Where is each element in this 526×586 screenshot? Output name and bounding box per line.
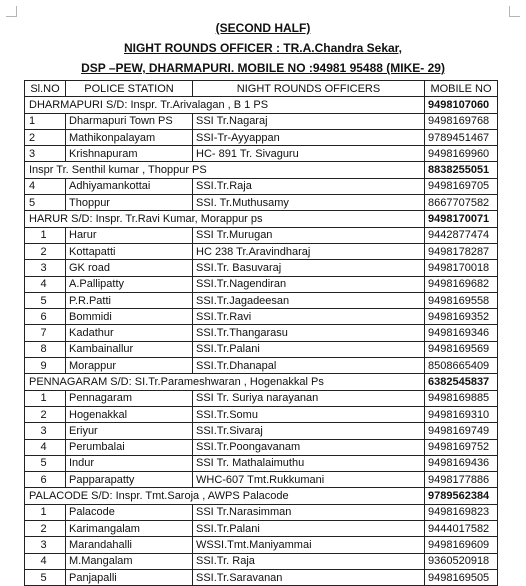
table-row <box>25 537 498 553</box>
police-station: Morappur <box>66 358 193 374</box>
table-row <box>25 472 498 488</box>
mobile-number: 9498169569 <box>425 341 498 357</box>
subdivision-title: PALACODE S/D: Inspr. Tmt.Saroja , AWPS Palacode <box>25 488 425 504</box>
serial-number: 4 <box>25 439 66 455</box>
serial-number: 1 <box>25 504 66 520</box>
header-officer-line: NIGHT ROUNDS OFFICER : TR.A.Chandra Sekar, <box>123 41 403 55</box>
serial-number: 1 <box>25 113 66 129</box>
officer-name: SSI.Tr.Thangarasu <box>193 325 425 341</box>
mobile-number: 9444017582 <box>425 521 498 537</box>
police-station: Karimangalam <box>66 521 193 537</box>
police-station: Perumbalai <box>66 439 193 455</box>
mobile-number: 9498169346 <box>425 325 498 341</box>
serial-number: 1 <box>25 227 66 243</box>
serial-number: 9 <box>25 358 66 374</box>
subdivision-title: DHARMAPURI S/D: Inspr. Tr.Arivalagan , B 1 PS <box>25 97 425 113</box>
table-row <box>25 146 498 162</box>
police-station: Kambainallur <box>66 341 193 357</box>
mobile-number: 9498169705 <box>425 178 498 194</box>
officer-name: SSI Tr. Mathalaimuthu <box>193 455 425 471</box>
officer-name: SSI-Tr-Ayyappan <box>193 129 425 145</box>
police-station: Mathikonpalayam <box>66 129 193 145</box>
mobile-number: 9789451467 <box>425 129 498 145</box>
table-row <box>25 358 498 374</box>
officer-name: SSI.Tr.Dhanapal <box>193 358 425 374</box>
mobile-number: 8667707582 <box>425 195 498 211</box>
serial-number: 3 <box>25 146 66 162</box>
mobile-number: 9498169505 <box>425 569 498 585</box>
mobile-number: 9498169558 <box>425 292 498 308</box>
header-half-label: (SECOND HALF) <box>215 21 311 35</box>
police-station: Thoppur <box>66 195 193 211</box>
mobile-number: 9498169682 <box>425 276 498 292</box>
mobile-number: 9498169752 <box>425 439 498 455</box>
subdivision-mobile: 9498170071 <box>425 211 498 227</box>
officer-name: SSI.Tr.Poongavanam <box>193 439 425 455</box>
serial-number: 3 <box>25 423 66 439</box>
subdivision-row <box>25 211 498 227</box>
mobile-number: 9498178287 <box>425 243 498 259</box>
column-header-police-station: POLICE STATION <box>66 81 193 97</box>
mobile-number: 9498169310 <box>425 406 498 422</box>
police-station: Indur <box>66 455 193 471</box>
table-body <box>25 97 498 586</box>
table-row <box>25 325 498 341</box>
table-row <box>25 553 498 569</box>
serial-number: 2 <box>25 521 66 537</box>
serial-number: 8 <box>25 341 66 357</box>
police-station: Papparapatty <box>66 472 193 488</box>
subdivision-title: Inspr Tr. Senthil kumar , Thoppur PS <box>25 162 425 178</box>
table-row <box>25 390 498 406</box>
officer-name: HC 238 Tr.Aravindharaj <box>193 243 425 259</box>
table-row <box>25 406 498 422</box>
serial-number: 7 <box>25 325 66 341</box>
mobile-number: 9498169352 <box>425 309 498 325</box>
serial-number: 3 <box>25 537 66 553</box>
table-row <box>25 243 498 259</box>
officer-name: SSI.Tr.Somu <box>193 406 425 422</box>
table-row <box>25 504 498 520</box>
subdivision-row <box>25 162 498 178</box>
mobile-number: 9498169609 <box>425 537 498 553</box>
police-station: Krishnapuram <box>66 146 193 162</box>
officer-name: SSI Tr.Murugan <box>193 227 425 243</box>
mobile-number: 9498169749 <box>425 423 498 439</box>
mobile-number: 8508665409 <box>425 358 498 374</box>
serial-number: 6 <box>25 309 66 325</box>
officer-name: SSI.Tr.Palani <box>193 521 425 537</box>
mobile-number: 9498170018 <box>425 260 498 276</box>
police-station: Palacode <box>66 504 193 520</box>
officer-name: SSI.Tr. Basuvaraj <box>193 260 425 276</box>
police-station: P.R.Patti <box>66 292 193 308</box>
subdivision-row <box>25 97 498 113</box>
serial-number: 5 <box>25 292 66 308</box>
serial-number: 5 <box>25 569 66 585</box>
subdivision-title: PENNAGARAM S/D: SI.Tr.Parameshwaran , Hogenakkal Ps <box>25 374 425 390</box>
subdivision-row <box>25 374 498 390</box>
officer-name: SSI.Tr.Palani <box>193 341 425 357</box>
subdivision-mobile: 6382545837 <box>425 374 498 390</box>
police-station: Marandahalli <box>66 537 193 553</box>
column-header-mobile: MOBILE NO <box>425 81 498 97</box>
table-row <box>25 455 498 471</box>
table-row <box>25 227 498 243</box>
table-row <box>25 439 498 455</box>
officer-name: SSI.Tr. Raja <box>193 553 425 569</box>
column-header-officers: NIGHT ROUNDS OFFICERS <box>193 81 425 97</box>
police-station: Kottapatti <box>66 243 193 259</box>
serial-number: 3 <box>25 260 66 276</box>
police-station: Pennagaram <box>66 390 193 406</box>
mobile-number: 9442877474 <box>425 227 498 243</box>
table-row <box>25 309 498 325</box>
officer-name: SSI Tr.Narasimman <box>193 504 425 520</box>
serial-number: 4 <box>25 553 66 569</box>
night-rounds-table <box>24 80 498 586</box>
subdivision-title: HARUR S/D: Inspr. Tr.Ravi Kumar, Morappur ps <box>25 211 425 227</box>
table-row <box>25 423 498 439</box>
mobile-number: 9498169885 <box>425 390 498 406</box>
mobile-number: 9498169960 <box>425 146 498 162</box>
table-row <box>25 260 498 276</box>
table-row <box>25 341 498 357</box>
officer-name: SSI.Tr.Raja <box>193 178 425 194</box>
serial-number: 6 <box>25 472 66 488</box>
subdivision-row <box>25 488 498 504</box>
police-station: Panjapalli <box>66 569 193 585</box>
subdivision-mobile: 9789562384 <box>425 488 498 504</box>
subdivision-mobile: 9498107060 <box>425 97 498 113</box>
police-station: A.Pallipatty <box>66 276 193 292</box>
table-row <box>25 195 498 211</box>
officer-name: SSI.Tr.Nagendiran <box>193 276 425 292</box>
table-header-row <box>25 81 498 97</box>
officer-name: HC- 891 Tr. Sivaguru <box>193 146 425 162</box>
serial-number: 5 <box>25 195 66 211</box>
crop-mark-top-right <box>509 6 520 17</box>
table-row <box>25 129 498 145</box>
mobile-number: 9360520918 <box>425 553 498 569</box>
officer-name: SSI.Tr.Saravanan <box>193 569 425 585</box>
police-station: Bommidi <box>66 309 193 325</box>
document-header <box>0 18 526 78</box>
officer-name: SSI.Tr.Ravi <box>193 309 425 325</box>
header-dsp-line: DSP –PEW, DHARMAPURI. MOBILE NO :94981 95488 (MIKE- 29) <box>81 61 445 75</box>
mobile-number: 9498177886 <box>425 472 498 488</box>
subdivision-mobile: 8838255051 <box>425 162 498 178</box>
column-header-slno: Sl.NO <box>25 81 66 97</box>
serial-number: 4 <box>25 178 66 194</box>
serial-number: 4 <box>25 276 66 292</box>
table-row <box>25 113 498 129</box>
table-row <box>25 521 498 537</box>
serial-number: 1 <box>25 390 66 406</box>
officer-name: WHC-607 Tmt.Rukkumani <box>193 472 425 488</box>
police-station: Kadathur <box>66 325 193 341</box>
mobile-number: 9498169436 <box>425 455 498 471</box>
officer-name: SSI. Tr.Muthusamy <box>193 195 425 211</box>
serial-number: 2 <box>25 406 66 422</box>
police-station: Adhiyamankottai <box>66 178 193 194</box>
table-row <box>25 292 498 308</box>
serial-number: 2 <box>25 243 66 259</box>
mobile-number: 9498169768 <box>425 113 498 129</box>
police-station: Hogenakkal <box>66 406 193 422</box>
police-station: M.Mangalam <box>66 553 193 569</box>
serial-number: 2 <box>25 129 66 145</box>
crop-mark-top-left <box>6 6 17 17</box>
officer-name: SSI.Tr.Sivaraj <box>193 423 425 439</box>
officer-name: SSI.Tr.Jagadeesan <box>193 292 425 308</box>
officer-name: WSSI.Tmt.Maniyammai <box>193 537 425 553</box>
mobile-number: 9498169823 <box>425 504 498 520</box>
police-station: Harur <box>66 227 193 243</box>
police-station: Dharmapuri Town PS <box>66 113 193 129</box>
officer-name: SSI Tr. Suriya narayanan <box>193 390 425 406</box>
table-row <box>25 569 498 585</box>
serial-number: 5 <box>25 455 66 471</box>
police-station: Eriyur <box>66 423 193 439</box>
table-row <box>25 178 498 194</box>
police-station: GK road <box>66 260 193 276</box>
officer-name: SSI Tr.Nagaraj <box>193 113 425 129</box>
table-row <box>25 276 498 292</box>
